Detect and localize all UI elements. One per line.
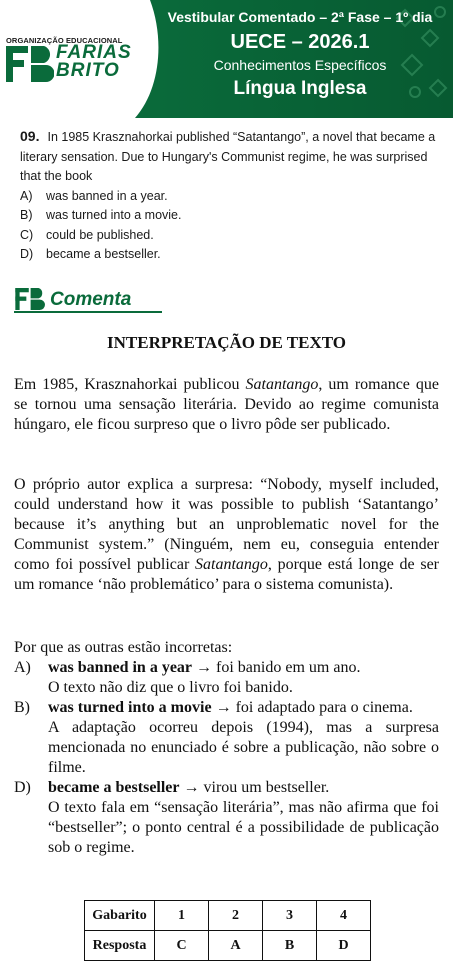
paragraph-1 [14, 375, 439, 435]
item-detail: A adaptação ocorreu depois (1994), mas a surpresa mencionada no enunciado é sobre a publicação, não sobre o filme. [48, 719, 439, 776]
table-cell: 4 [317, 901, 371, 931]
table-cell: 2 [209, 901, 263, 931]
question-stem: In 1985 Krasznahorkai published “Satantango”, a novel that became a literary sensation. Due to Hungary's Communist regime, he was surprised that the book [20, 130, 436, 183]
option-letter: D) [20, 247, 34, 261]
paragraph-text: Em 1985, Krasznahorkai publicou [14, 376, 246, 393]
item-letter: B) [14, 699, 30, 716]
brand-farias: FARIAS [56, 42, 132, 63]
comenta-underline [14, 311, 162, 313]
paragraph-2 [14, 475, 439, 595]
org-label: ORGANIZAÇÃO EDUCACIONAL [6, 36, 123, 45]
farias-brito-logo-icon [6, 46, 54, 82]
item-english: became a bestseller [48, 779, 180, 796]
item-translation: → virou um bestseller. [179, 779, 330, 796]
table-cell: B [263, 931, 317, 961]
explanation-intro: Por que as outras estão incorretas: [14, 639, 233, 656]
item-detail: O texto fala em “sensação literária”, mas não afirma que foi “bestseller”; o ponto central é a possibilidade de publicação sob o regime. [48, 799, 439, 856]
option-text: became a bestseller. [46, 247, 161, 261]
item-detail: O texto não diz que o livro foi banido. [48, 679, 293, 696]
logo [0, 0, 165, 118]
table-cell: 1 [155, 901, 209, 931]
table-header-label: Gabarito [85, 901, 155, 931]
comenta-heading [14, 288, 164, 314]
table-cell: C [155, 931, 209, 961]
comenta-label: Comenta [50, 289, 132, 310]
table-cell: 3 [263, 901, 317, 931]
item-english: was turned into a movie [48, 699, 212, 716]
option-d [20, 245, 445, 265]
table-row [85, 901, 371, 931]
question-number: 09. [20, 128, 40, 144]
page-header [0, 0, 453, 118]
exam-title: Vestibular Comentado – 2ª Fase – 1º dia [167, 9, 433, 25]
option-text: could be published. [46, 227, 154, 242]
option-letter: C) [20, 227, 34, 242]
answer-key-table [84, 900, 371, 961]
table-row-label: Resposta [85, 931, 155, 961]
option-letter: A) [20, 188, 33, 203]
option-b [20, 206, 445, 226]
explanation-item-d [14, 778, 439, 858]
paragraph-text: O próprio autor explica a surpresa: “Nobody, myself included, could understand how it was possible to publish ‘Satantango’ because it’s anything but an unproblematic novel for the Communist system.” (Ninguém, nem eu, conseguia entender como foi possível publicar [14, 476, 439, 573]
item-letter: D) [14, 779, 31, 796]
option-text: was banned in a year. [46, 188, 168, 203]
exam-subject: Língua Inglesa [233, 78, 367, 99]
table-cell: D [317, 931, 371, 961]
item-translation: → foi adaptado para o cinema. [211, 699, 413, 716]
fb-small-logo-icon [14, 288, 46, 310]
question-block [20, 127, 445, 265]
item-letter: A) [14, 659, 31, 676]
table-cell: A [209, 931, 263, 961]
exam-edition: UECE – 2026.1 [230, 31, 370, 53]
item-translation: → foi banido em um ano. [192, 659, 361, 676]
explanation-item-b [14, 698, 439, 778]
explanation-block [14, 638, 439, 858]
paragraph-text: , um romance que se tornou uma sensação literária. Devido ao regime comunista húngaro, ele ficou surpreso que o livro pôde ser publicado. [14, 376, 440, 433]
option-c [20, 226, 445, 246]
exam-area: Conhecimentos Específicos [213, 57, 387, 73]
option-letter: B) [20, 208, 33, 222]
brand-brito: BRITO [56, 60, 120, 81]
section-title: INTERPRETAÇÃO DE TEXTO [107, 333, 346, 352]
question-stem-row [20, 127, 445, 187]
paragraph-text: , porque está longe de ser um romance ‘não problemático’ para o sistema comunista). [14, 556, 440, 593]
option-text: was turned into a movie. [46, 208, 182, 222]
book-title: Satantango [195, 556, 268, 573]
explanation-item-a [14, 658, 439, 698]
book-title: Satantango [245, 376, 319, 393]
item-english: was banned in a year [48, 659, 193, 676]
option-a [20, 187, 445, 207]
table-row [85, 931, 371, 961]
